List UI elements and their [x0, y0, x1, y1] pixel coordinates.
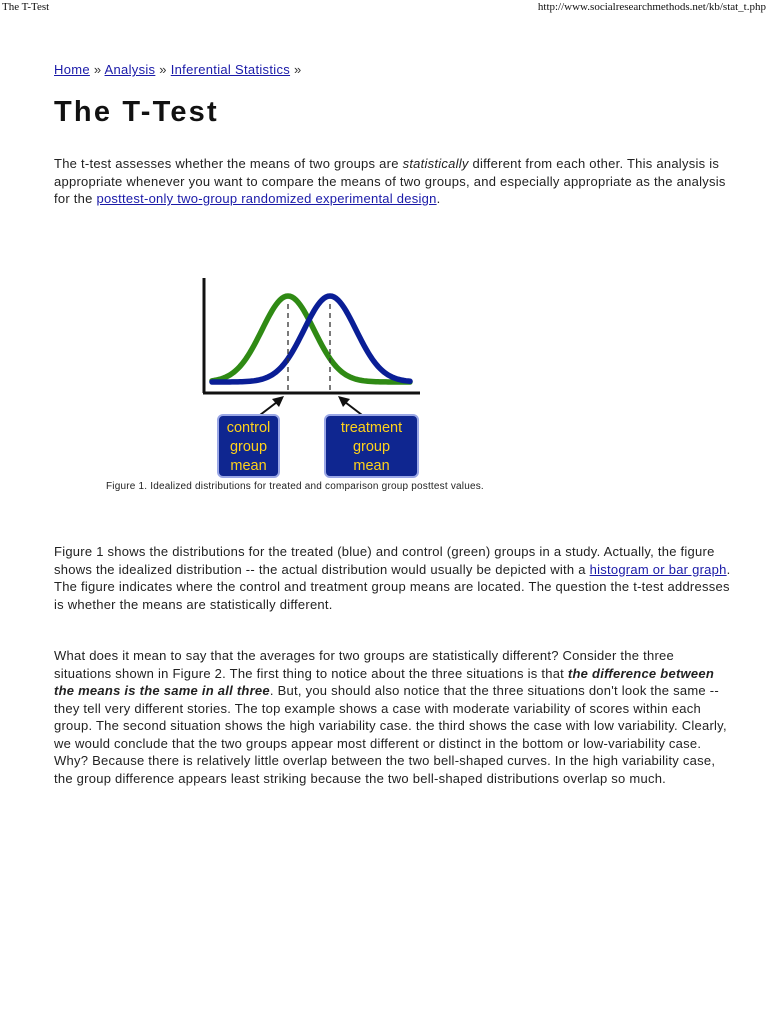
variability-paragraph — [54, 647, 734, 787]
figure-description-paragraph — [54, 543, 734, 613]
figure-desc-text-a: Figure 1 shows the distributions for the treated (blue) and control (green) groups in a study. Actually, the figure shows the idealized distribution -- the actual distribution would usually be depicted with a — [54, 544, 715, 577]
control-label-line-2: group — [229, 439, 268, 455]
intro-emphasis: statistically — [402, 156, 469, 171]
variability-text-b: . But, you should also notice that the three situations don't look the same -- they tell very different stories. The top example shows a case with moderate variability of scores within each group. The second situation shows the high variability case. the third shows the case with low variability. Clearly, we would conclude that the two groups appear most different or distinct in the bottom or low-variability case. Why? Because there is relatively little overlap between the two bell-shaped curves. In the high variability case, the group difference appears least striking because the two bell-shaped distributions overlap so much. — [54, 683, 727, 786]
control-label-line-3: mean — [230, 458, 267, 474]
figure-desc-text-b: . The figure indicates where the control and treatment group means are located. The question the t-test addresses is whether the means are statistically different. — [54, 561, 731, 612]
distribution-figure — [196, 272, 426, 482]
variability-emphasis: the difference between the means is the same in all three — [54, 665, 715, 698]
breadcrumb-separator: » — [159, 62, 167, 77]
breadcrumb-separator: » — [93, 62, 102, 77]
figure-caption: Figure 1. Idealized distributions for treated and comparison group posttest values. — [106, 481, 484, 492]
breadcrumb-link-home[interactable]: Home — [54, 62, 90, 77]
intro-text-c: . — [436, 191, 441, 206]
treatment-label-line-3: mean — [353, 458, 390, 474]
breadcrumb-link-analysis[interactable]: Analysis — [104, 62, 156, 77]
histogram-link[interactable]: histogram or bar graph — [589, 561, 727, 577]
treatment-label-line-2: group — [352, 439, 391, 455]
figure-1 — [196, 272, 426, 482]
posttest-design-link[interactable]: posttest-only two-group randomized experimental design — [96, 191, 437, 206]
breadcrumb-separator: » — [293, 62, 302, 77]
print-header-url: http://www.socialresearchmethods.net/kb/stat_t.php — [537, 1, 766, 13]
treatment-curve — [212, 296, 410, 382]
breadcrumb — [54, 62, 302, 77]
control-label-line-1: control — [226, 420, 271, 436]
print-header-title: The T-Test — [2, 1, 50, 13]
intro-paragraph — [54, 155, 734, 208]
intro-text-a: The t-test assesses whether the means of two groups are — [54, 156, 403, 171]
breadcrumb-link-inferential-statistics[interactable]: Inferential Statistics — [170, 62, 291, 77]
variability-text-a: What does it mean to say that the averages for two groups are statistically different? Consider the three situations shown in Figure 2. The first thing to notice about the three situations is that — [54, 648, 674, 681]
page-title: The T-Test — [54, 96, 219, 128]
print-header — [0, 0, 768, 16]
intro-text-b: different from each other. This analysis is appropriate whenever you want to compare the means of two groups, and especially appropriate as the analysis for the — [54, 156, 726, 206]
treatment-label-line-1: treatment — [340, 420, 403, 436]
